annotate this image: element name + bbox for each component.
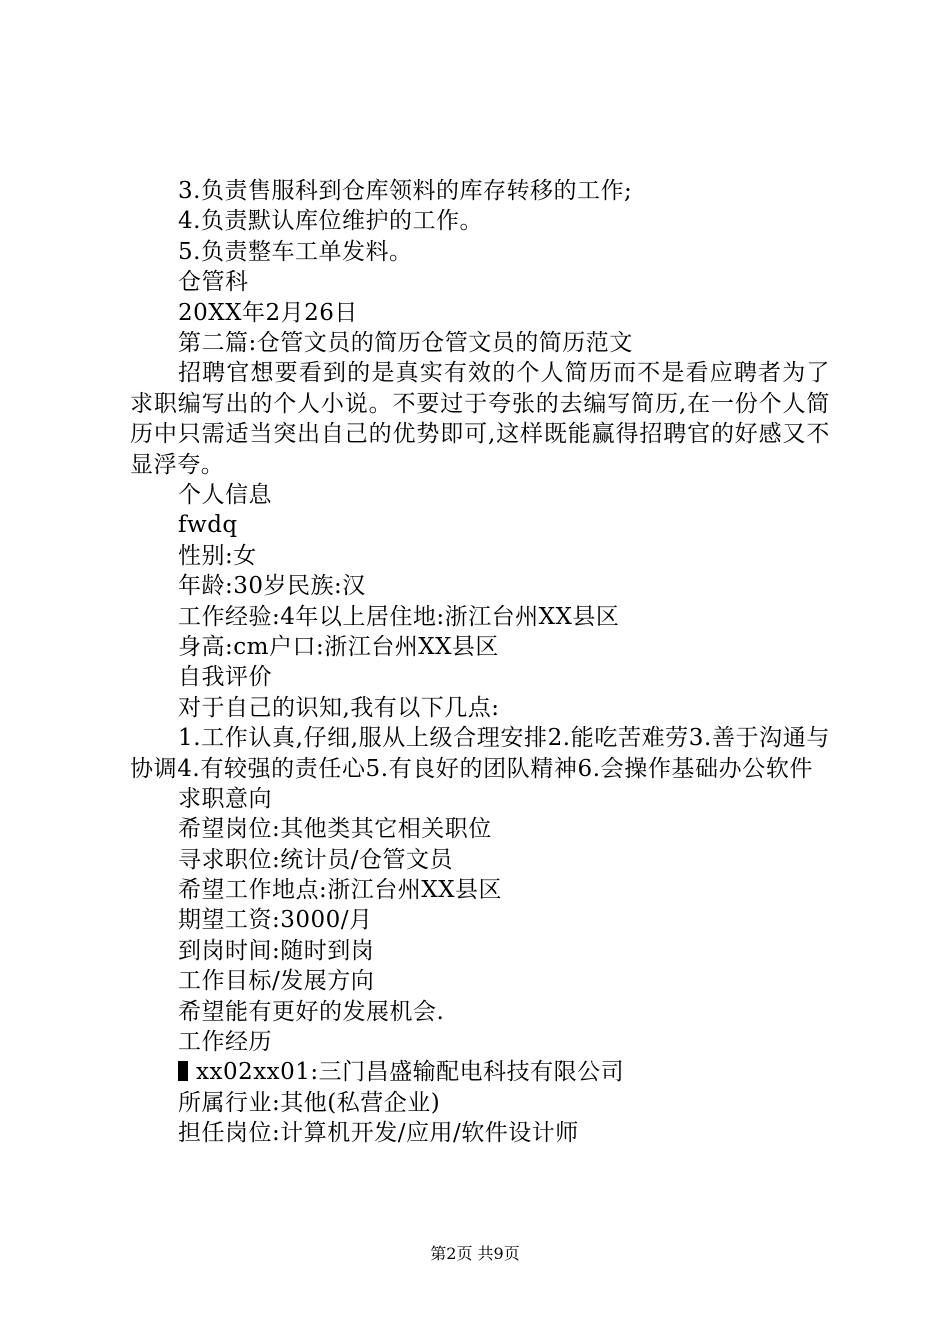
text-line: 3.负责售服科到仓库领料的库存转移的工作; — [178, 178, 633, 204]
section-heading-career-goal: 工作目标/发展方向 — [178, 968, 375, 995]
self-evaluation-paragraph: 1.工作认真,仔细,服从上级合理安排2.能吃苦难劳3.善于沟通与协调4.有较强的责任心5.有良好的团队精神6.会操作基础办公软件 — [130, 725, 830, 782]
text-line: 身高:cm户口:浙江台州XX县区 — [178, 633, 499, 660]
page-number-footer: 第2页 共9页 — [430, 1244, 520, 1263]
department-name: 仓管科 — [178, 269, 249, 296]
section-heading-job-intention: 求职意向 — [178, 785, 272, 812]
text-line: 担任岗位:计算机开发/应用/软件设计师 — [178, 1120, 579, 1147]
text-line: 性别:女 — [178, 542, 257, 569]
experience-entry-text: xx02xx01:三门昌盛输配电科技有限公司 — [196, 1059, 625, 1086]
document-date: 20XX年2月26日 — [178, 299, 358, 326]
section-title: 第二篇:仓管文员的简历仓管文员的简历范文 — [178, 329, 633, 356]
document-body — [130, 176, 830, 1149]
text-line: 寻求职位:统计员/仓管文员 — [178, 846, 453, 873]
bullet-block-icon — [178, 1061, 188, 1081]
intro-paragraph: 招聘官想要看到的是真实有效的个人简历而不是看应聘者为了求职编写出的个人小说。不要过于夸张的去编写简历,在一份个人简历中只需适当突出自己的优势即可,这样既能赢得招聘官的好感又不显浮夸。 — [130, 360, 830, 478]
text-line: 5.负责整车工单发料。 — [178, 238, 413, 265]
text-line: 所属行业:其他(私营企业) — [178, 1089, 441, 1116]
section-heading-self-evaluation: 自我评价 — [178, 664, 272, 691]
text-line: fwdq — [178, 512, 238, 539]
text-line: 年龄:30岁民族:汉 — [178, 573, 366, 600]
text-line: 对于自己的识知,我有以下几点: — [178, 694, 500, 721]
text-line: 到岗时间:随时到岗 — [178, 937, 375, 964]
section-heading-work-experience: 工作经历 — [178, 1029, 272, 1056]
text-line: 希望能有更好的发展机会. — [178, 998, 445, 1025]
text-line: 工作经验:4年以上居住地:浙江台州XX县区 — [178, 603, 620, 630]
text-line: 4.负责默认库位维护的工作。 — [178, 208, 483, 235]
experience-entry — [130, 1057, 830, 1087]
text-line: 希望工作地点:浙江台州XX县区 — [178, 877, 502, 904]
section-heading-personal-info: 个人信息 — [178, 481, 272, 508]
text-line: 期望工资:3000/月 — [178, 907, 373, 934]
text-line: 希望岗位:其他类其它相关职位 — [178, 816, 492, 843]
